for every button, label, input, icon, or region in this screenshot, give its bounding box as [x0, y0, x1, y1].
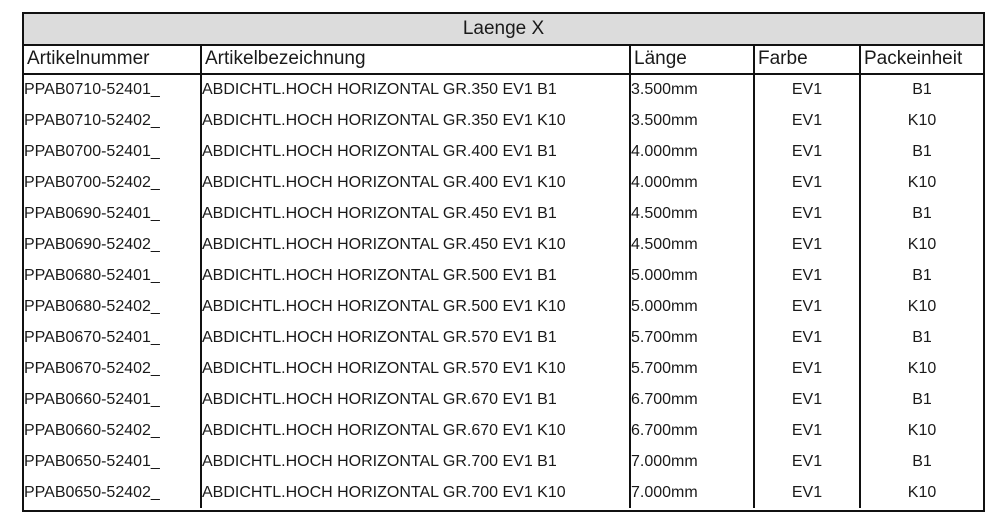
- header-artikelbezeichnung: Artikelbezeichnung: [201, 44, 630, 74]
- table-row: [24, 198, 983, 229]
- cell-farbe: EV1: [754, 74, 860, 105]
- table-row: [24, 353, 983, 384]
- cell-farbe: EV1: [754, 198, 860, 229]
- table-row: [24, 384, 983, 415]
- cell-farbe: EV1: [754, 353, 860, 384]
- cell-artikelbezeichnung: ABDICHTL.HOCH HORIZONTAL GR.700 EV1 B1: [201, 446, 630, 477]
- cell-artikelbezeichnung: ABDICHTL.HOCH HORIZONTAL GR.450 EV1 K10: [201, 229, 630, 260]
- cell-laenge: 4.500mm: [630, 198, 754, 229]
- cell-packeinheit: K10: [907, 421, 937, 439]
- cell-artikelnummer: PPAB0710-52402_: [24, 105, 201, 136]
- cell-artikelnummer: PPAB0670-52401_: [24, 322, 201, 353]
- cell-farbe: EV1: [754, 291, 860, 322]
- cell-laenge: 4.000mm: [630, 167, 754, 198]
- cell-packeinheit: K10: [907, 359, 937, 377]
- cell-artikelnummer: PPAB0700-52401_: [24, 136, 201, 167]
- cell-laenge: 5.000mm: [630, 291, 754, 322]
- cell-laenge: 5.000mm: [630, 260, 754, 291]
- cell-artikelnummer: PPAB0680-52402_: [24, 291, 201, 322]
- cell-artikelbezeichnung: ABDICHTL.HOCH HORIZONTAL GR.570 EV1 B1: [201, 322, 630, 353]
- table-row: [24, 229, 983, 260]
- product-table: [22, 12, 985, 512]
- cell-laenge: 5.700mm: [630, 353, 754, 384]
- cell-artikelnummer: PPAB0680-52401_: [24, 260, 201, 291]
- table-title: Laenge X: [24, 14, 983, 46]
- cell-farbe: EV1: [754, 136, 860, 167]
- cell-packeinheit: K10: [907, 235, 937, 253]
- cell-packeinheit: B1: [912, 204, 932, 222]
- table-row: [24, 167, 983, 198]
- table-row: [24, 260, 983, 291]
- cell-farbe: EV1: [754, 322, 860, 353]
- cell-artikelnummer: PPAB0660-52401_: [24, 384, 201, 415]
- table-row: [24, 136, 983, 167]
- cell-artikelnummer: PPAB0700-52402_: [24, 167, 201, 198]
- cell-packeinheit: K10: [907, 297, 937, 315]
- table-row: [24, 74, 983, 105]
- cell-artikelbezeichnung: ABDICHTL.HOCH HORIZONTAL GR.350 EV1 B1: [201, 74, 630, 105]
- header-packeinheit: Packeinheit: [860, 44, 983, 74]
- cell-packeinheit: B1: [912, 142, 932, 160]
- cell-artikelnummer: PPAB0650-52401_: [24, 446, 201, 477]
- cell-packeinheit: K10: [907, 111, 937, 129]
- cell-laenge: 3.500mm: [630, 74, 754, 105]
- table-row: [24, 291, 983, 322]
- cell-laenge: 4.500mm: [630, 229, 754, 260]
- cell-packeinheit: B1: [912, 266, 932, 284]
- cell-packeinheit: K10: [907, 173, 937, 191]
- cell-laenge: 5.700mm: [630, 322, 754, 353]
- cell-farbe: EV1: [754, 446, 860, 477]
- cell-artikelbezeichnung: ABDICHTL.HOCH HORIZONTAL GR.570 EV1 K10: [201, 353, 630, 384]
- table-row: [24, 477, 983, 508]
- cell-artikelbezeichnung: ABDICHTL.HOCH HORIZONTAL GR.670 EV1 K10: [201, 415, 630, 446]
- header-laenge: Länge: [630, 44, 754, 74]
- cell-artikelnummer: PPAB0690-52401_: [24, 198, 201, 229]
- cell-farbe: EV1: [754, 229, 860, 260]
- table-row: [24, 446, 983, 477]
- cell-artikelnummer: PPAB0650-52402_: [24, 477, 201, 508]
- cell-laenge: 6.700mm: [630, 415, 754, 446]
- cell-artikelbezeichnung: ABDICHTL.HOCH HORIZONTAL GR.350 EV1 K10: [201, 105, 630, 136]
- table-row: [24, 415, 983, 446]
- cell-laenge: 6.700mm: [630, 384, 754, 415]
- table-row: [24, 105, 983, 136]
- cell-artikelbezeichnung: ABDICHTL.HOCH HORIZONTAL GR.500 EV1 K10: [201, 291, 630, 322]
- cell-artikelbezeichnung: ABDICHTL.HOCH HORIZONTAL GR.500 EV1 B1: [201, 260, 630, 291]
- cell-artikelnummer: PPAB0690-52402_: [24, 229, 201, 260]
- cell-artikelbezeichnung: ABDICHTL.HOCH HORIZONTAL GR.670 EV1 B1: [201, 384, 630, 415]
- cell-farbe: EV1: [754, 415, 860, 446]
- cell-artikelbezeichnung: ABDICHTL.HOCH HORIZONTAL GR.400 EV1 B1: [201, 136, 630, 167]
- cell-packeinheit: B1: [912, 452, 932, 470]
- cell-farbe: EV1: [754, 167, 860, 198]
- table-row: [24, 322, 983, 353]
- cell-packeinheit: B1: [912, 81, 932, 98]
- cell-farbe: EV1: [754, 477, 860, 508]
- cell-laenge: 3.500mm: [630, 105, 754, 136]
- cell-artikelbezeichnung: ABDICHTL.HOCH HORIZONTAL GR.400 EV1 K10: [201, 167, 630, 198]
- cell-artikelbezeichnung: ABDICHTL.HOCH HORIZONTAL GR.700 EV1 K10: [201, 477, 630, 508]
- cell-artikelnummer: PPAB0710-52401_: [24, 74, 201, 105]
- cell-artikelnummer: PPAB0670-52402_: [24, 353, 201, 384]
- cell-packeinheit: B1: [912, 390, 932, 408]
- cell-laenge: 7.000mm: [630, 446, 754, 477]
- cell-farbe: EV1: [754, 260, 860, 291]
- cell-laenge: 7.000mm: [630, 477, 754, 508]
- product-grid: [24, 44, 983, 508]
- header-artikelnummer: Artikelnummer: [24, 44, 201, 74]
- header-row: [24, 44, 983, 74]
- cell-farbe: EV1: [754, 105, 860, 136]
- cell-artikelbezeichnung: ABDICHTL.HOCH HORIZONTAL GR.450 EV1 B1: [201, 198, 630, 229]
- header-farbe: Farbe: [754, 44, 860, 74]
- cell-farbe: EV1: [754, 384, 860, 415]
- table-body: [24, 74, 983, 508]
- cell-artikelnummer: PPAB0660-52402_: [24, 415, 201, 446]
- cell-laenge: 4.000mm: [630, 136, 754, 167]
- cell-packeinheit: B1: [912, 328, 932, 346]
- cell-packeinheit: K10: [907, 483, 937, 501]
